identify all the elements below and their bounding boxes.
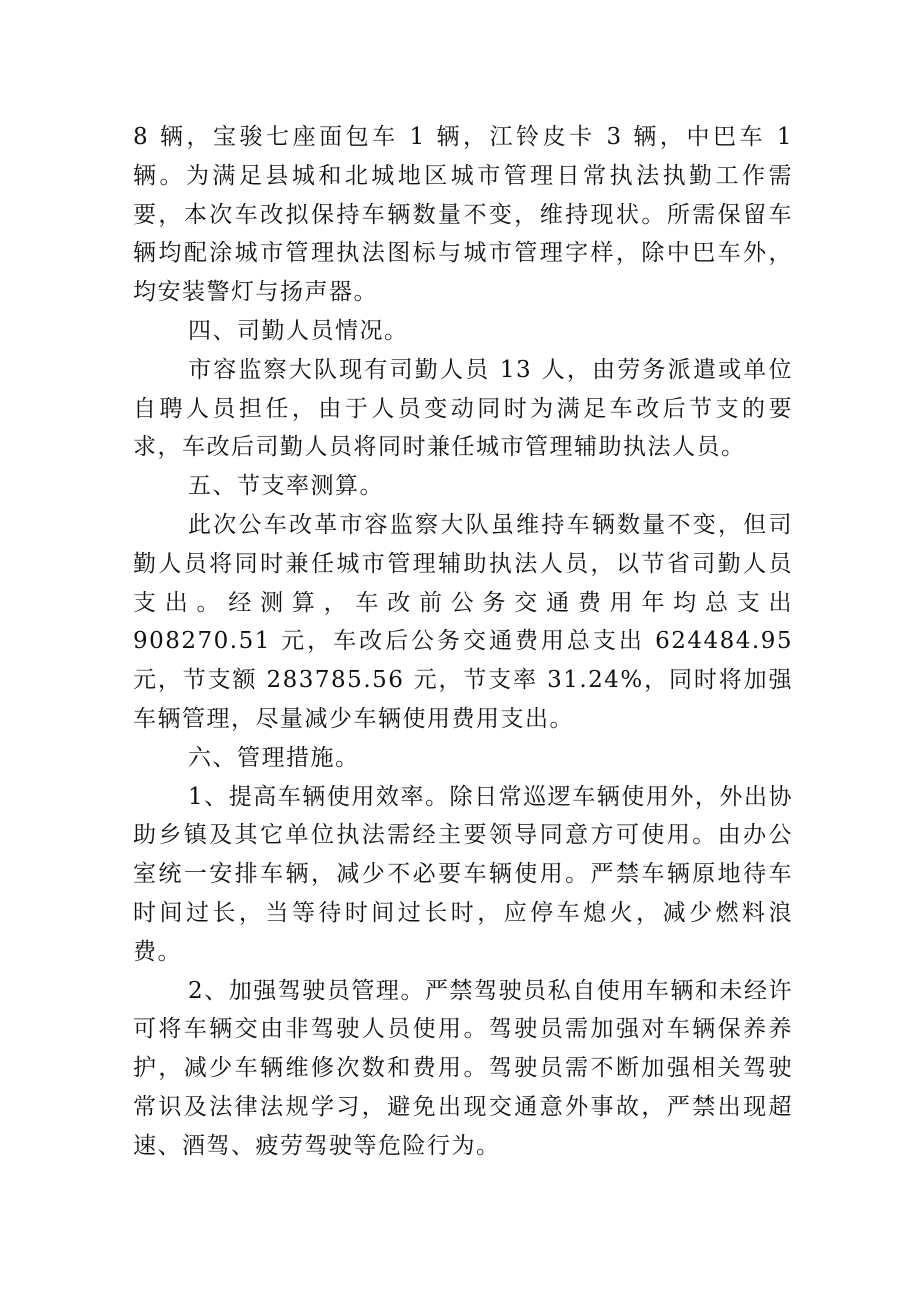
section-heading-savings-rate: 五、节支率测算。 — [188, 473, 384, 500]
measure-driver-management-paragraph: 2、加强驾驶员管理。严禁驾驶员私自使用车辆和未经许可将车辆交由非驾驶人员使用。驾驶员需加强对车辆保养养护，减少车辆维修次数和费用。驾驶员需不断加强相关驾驶常识及法律法规学习，避免出现交通意外事故，严禁出现超速、酒驾、疲劳驾驶等危险行为。 — [133, 977, 793, 1159]
savings-rate-paragraph: 此次公车改革市容监察大队虽维持车辆数量不变，但司勤人员将同时兼任城市管理辅助执法人员，以节省司勤人员支出。经测算，车改前公务交通费用年均总支出 908270.51 元，车改后公务交通费用总支出 624484.95 元，节支额 283785.56 元，节支率 31.24%，同时将加强车辆管理，尽量减少车辆使用费用支出。 — [133, 511, 793, 732]
section-heading-driver-staff: 四、司勤人员情况。 — [188, 317, 409, 344]
vehicle-retention-paragraph: 8 辆，宝骏七座面包车 1 辆，江铃皮卡 3 辆，中巴车 1 辆。为满足县城和北城地区城市管理日常执法执勤工作需要，本次车改拟保持车辆数量不变，维持现状。所需保留车辆均配涂城市管理执法图标与城市管理字样，除中巴车外，均安装警灯与扬声器。 — [133, 124, 793, 306]
document-body — [133, 118, 793, 1166]
section-heading-management-measures: 六、管理措施。 — [188, 744, 360, 771]
driver-staff-paragraph: 市容监察大队现有司勤人员 13 人，由劳务派遣或单位自聘人员担任，由于人员变动同时为满足车改后节支的要求，车改后司勤人员将同时兼任城市管理辅助执法人员。 — [133, 356, 793, 461]
measure-vehicle-efficiency-paragraph: 1、提高车辆使用效率。除日常巡逻车辆使用外，外出协助乡镇及其它单位执法需经主要领导同意方可使用。由办公室统一安排车辆，减少不必要车辆使用。严禁车辆原地待车时间过长，当等待时间过长时，应停车熄火，减少燃料浪费。 — [133, 783, 793, 965]
